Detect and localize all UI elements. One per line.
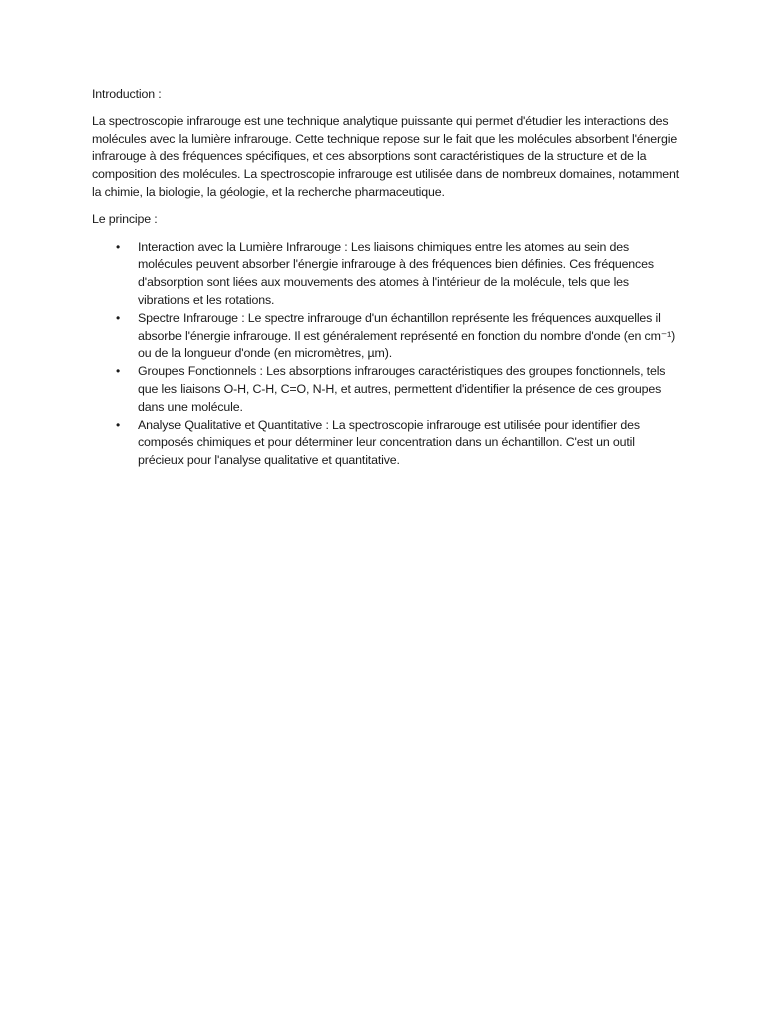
- list-item: [92, 363, 682, 416]
- intro-heading: Introduction :: [92, 87, 162, 101]
- list-item-text: Interaction avec la Lumière Infrarouge : Les liaisons chimiques entre les atomes au sein des molécules peuvent absorber l'énergie infrarouge à des fréquences bien définies. Ces fréquences d'absorption sont liées aux mouvements des atomes à l'intérieur de la molécule, tels que les vibrations et les rotations.: [138, 239, 654, 307]
- list-item: [92, 239, 682, 310]
- document-body: [92, 86, 682, 470]
- bullet-icon: •: [116, 364, 121, 379]
- principle-list: [92, 239, 682, 470]
- list-item-text: Groupes Fonctionnels : Les absorptions infrarouges caractéristiques des groupes fonctionnels, tels que les liaisons O-H, C-H, C=O, N-H, et autres, permettent d'identifier la présence de ces groupes dans une molécule.: [138, 364, 666, 414]
- intro-paragraph: La spectroscopie infrarouge est une technique analytique puissante qui permet d'étudier les interactions des molécules avec la lumière infrarouge. Cette technique repose sur le fait que les molécules absorbent l'énergie infrarouge à des fréquences spécifiques, et ces absorptions sont caractéristiques de la structure et de la composition des molécules. La spectroscopie infrarouge est utilisée dans de nombreux domaines, notamment la chimie, la biologie, la géologie, et la recherche pharmaceutique.: [92, 113, 680, 199]
- bullet-icon: •: [116, 310, 121, 325]
- list-item-text: Spectre Infrarouge : Le spectre infrarouge d'un échantillon représente les fréquences auxquelles il absorbe l'énergie infrarouge. Il est généralement représenté en fonction du nombre d'onde (en cm⁻¹) ou de la longueur d'onde (en micromètres, µm).: [138, 310, 676, 361]
- list-item-text: Analyse Qualitative et Quantitative : La spectroscopie infrarouge est utilisée pour identifier des composés chimiques et pour déterminer leur concentration dans un échantillon. C'est un outil précieux pour l'analyse qualitative et quantitative.: [138, 417, 640, 468]
- list-item: [92, 417, 682, 470]
- list-item: [92, 310, 682, 363]
- bullet-icon: •: [116, 417, 121, 432]
- principle-heading: Le principe :: [92, 211, 158, 226]
- bullet-icon: •: [116, 239, 121, 254]
